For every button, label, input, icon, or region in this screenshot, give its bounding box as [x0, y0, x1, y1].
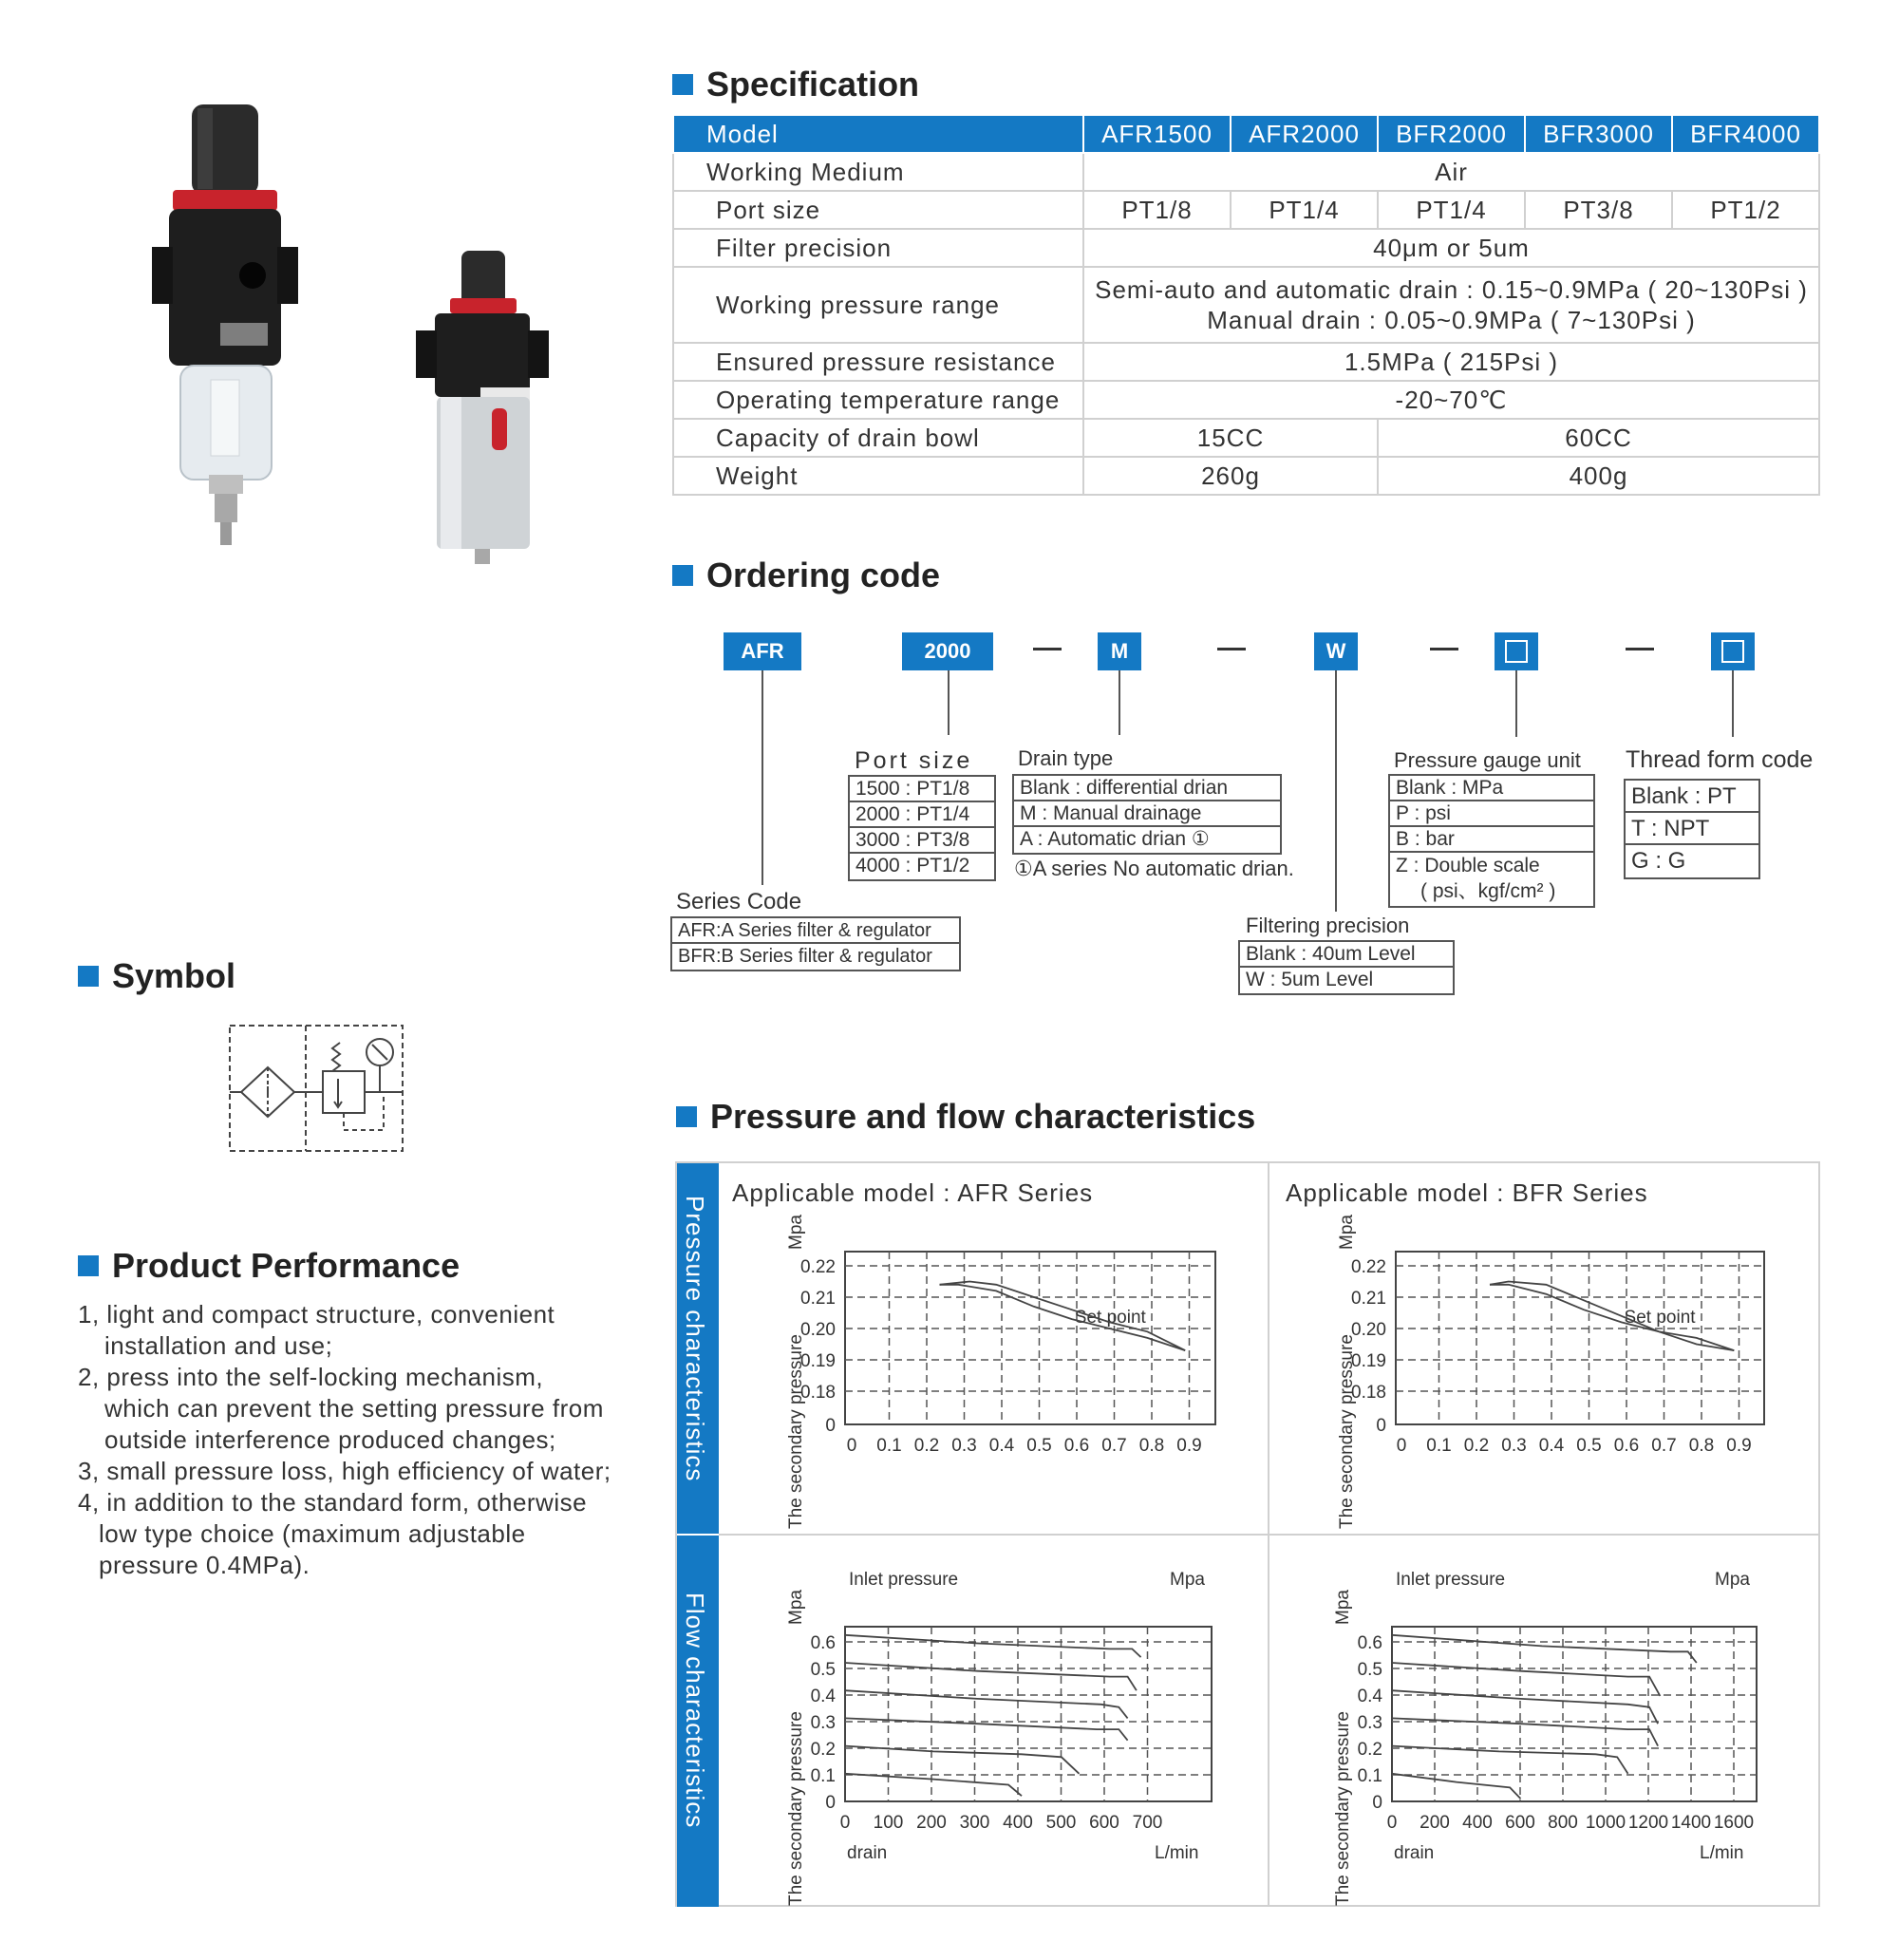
pressure-flow-heading: Pressure and flow characteristics: [676, 1097, 1255, 1137]
x-tick-label: 500: [1045, 1813, 1077, 1833]
y-tick-label: 0.2: [1357, 1740, 1382, 1760]
pressure-line-1: Semi-auto and automatic drain : 0.15~0.9MPa ( 20~130Psi ): [1095, 275, 1808, 304]
x-tick-label: 600: [1089, 1813, 1119, 1833]
code-filter-box: W: [1314, 632, 1358, 670]
x-tick-label: 0: [1386, 1813, 1398, 1833]
setpoint-annotation: Set point: [1074, 1308, 1146, 1328]
cell-value: PT1/8: [1083, 191, 1231, 229]
setpoint-annotation: Set point: [1624, 1308, 1696, 1328]
y-axis-label: The secondary pressure: [786, 1334, 806, 1529]
x-tick-label: 0.3: [951, 1436, 977, 1456]
cell-value: 40μm or 5um: [1083, 229, 1819, 267]
cell-value: 15CC: [1083, 419, 1378, 457]
x-tick-label: 1600: [1713, 1813, 1755, 1833]
x-tick-label: 0: [839, 1813, 851, 1833]
row-label: Capacity of drain bowl: [673, 419, 1083, 457]
x-tick-label: 0.8: [1138, 1436, 1165, 1456]
y-tick-label: 0.6: [1357, 1633, 1382, 1653]
series-line: [940, 1285, 1186, 1350]
x-tick-label: 0.7: [1101, 1436, 1127, 1456]
list-item: 2000 : PT1/4: [850, 802, 994, 828]
series-line: [1392, 1746, 1628, 1774]
model-header: Model: [673, 115, 1083, 153]
row-label: Port size: [673, 191, 1083, 229]
x-axis-label: drain: [847, 1843, 888, 1863]
y-tick-label: 0: [1372, 1793, 1382, 1813]
list-item: outside interference produced changes;: [104, 1425, 556, 1454]
y-tick-label: 0.19: [800, 1351, 836, 1371]
x-unit-label: L/min: [1700, 1843, 1744, 1863]
y-tick-label: 0.4: [1357, 1687, 1382, 1706]
x-tick-label: 0.6: [1613, 1436, 1640, 1456]
series-line: [1392, 1635, 1697, 1663]
list-item: low type choice (maximum adjustable: [99, 1519, 526, 1548]
y-axis-label: The secondary pressure: [786, 1711, 806, 1906]
cell-value: PT1/4: [1231, 191, 1378, 229]
gauge-unit-title: Pressure gauge unit: [1394, 748, 1581, 772]
y-tick-label: 0.20: [800, 1320, 836, 1340]
x-tick-label: 0.7: [1651, 1436, 1677, 1456]
row-label: Weight: [673, 457, 1083, 495]
series-line: [1490, 1282, 1734, 1351]
row-label: Operating temperature range: [673, 381, 1083, 419]
list-item: 3, small pressure loss, high efficiency of water;: [78, 1457, 611, 1485]
x-tick-label: 0.4: [988, 1436, 1015, 1456]
list-item: Blank : differential drian: [1014, 776, 1280, 801]
y-tick-label: 0: [825, 1793, 836, 1813]
symbol-heading: Symbol: [78, 956, 235, 996]
x-tick-label: 1400: [1670, 1813, 1712, 1833]
y-tick-label: 0.2: [810, 1740, 836, 1760]
cell-value: 400g: [1378, 457, 1819, 495]
y-unit-label-right: Mpa: [1715, 1570, 1750, 1590]
x-tick-label: 200: [1420, 1813, 1450, 1833]
gauge-double-sub: ( psi、kgf/cm² ): [1420, 880, 1556, 902]
y-axis-label: The secondary pressure: [1333, 1711, 1353, 1906]
list-item: P : psi: [1390, 801, 1593, 827]
row-label: Working Medium: [673, 153, 1083, 191]
y-tick-label: 0.6: [810, 1633, 836, 1653]
y-tick-label: 0: [1376, 1416, 1386, 1436]
y-axis-label: The secondary pressure: [1337, 1334, 1357, 1529]
y-tick-label: 0.22: [800, 1257, 836, 1277]
series-line: [845, 1635, 1141, 1657]
x-tick-label: 0.8: [1688, 1436, 1715, 1456]
inlet-pressure-label: Inlet pressure: [1396, 1570, 1506, 1590]
y-tick-label: 0.21: [1351, 1289, 1386, 1309]
filtering-precision-title: Filtering precision: [1246, 914, 1410, 937]
plot-frame: [1396, 1252, 1764, 1424]
x-tick-label: 200: [916, 1813, 947, 1833]
row-label: Ensured pressure resistance: [673, 343, 1083, 381]
list-item: 3000 : PT3/8: [850, 828, 994, 854]
x-unit-label: L/min: [1155, 1843, 1199, 1863]
row-label: Filter precision: [673, 229, 1083, 267]
y-tick-label: 0.18: [1351, 1383, 1386, 1403]
cell-value: PT1/2: [1672, 191, 1819, 229]
model-afr1500: AFR1500: [1083, 115, 1231, 153]
list-item: Blank : 40um Level: [1240, 942, 1453, 968]
model-bfr4000: BFR4000: [1672, 115, 1819, 153]
list-item: AFR:A Series filter & regulator: [672, 918, 959, 944]
cell-value: Air: [1083, 153, 1819, 191]
x-tick-label: 0.4: [1538, 1436, 1565, 1456]
y-tick-label: 0.18: [800, 1383, 836, 1403]
list-item: 4, in addition to the standard form, otherwise: [78, 1488, 588, 1517]
y-unit-label: Mpa: [1337, 1215, 1357, 1250]
pressure-line-2: Manual drain : 0.05~0.9MPa ( 7~130Psi ): [1207, 306, 1696, 334]
ordering-heading: Ordering code: [672, 556, 940, 595]
y-tick-label: 0.4: [810, 1687, 836, 1706]
y-tick-label: 0.22: [1351, 1257, 1386, 1277]
series-line: [1490, 1285, 1734, 1350]
list-item: Blank : PT: [1626, 781, 1758, 813]
gauge-double-label: Z : Double scale: [1396, 855, 1540, 876]
x-tick-label: 400: [1462, 1813, 1493, 1833]
chart-title-bfr: Applicable model : BFR Series: [1286, 1178, 1648, 1207]
y-tick-label: 0.5: [1357, 1660, 1382, 1680]
drain-type-title: Drain type: [1018, 746, 1114, 770]
list-item: A : Automatic drian ①: [1020, 828, 1210, 850]
series-line: [1392, 1718, 1658, 1745]
cell-value: 1.5MPa ( 215Psi ): [1083, 343, 1819, 381]
cell-value: -20~70℃: [1083, 381, 1819, 419]
cell-value: 60CC: [1378, 419, 1819, 457]
y-tick-label: 0.21: [800, 1289, 836, 1309]
x-tick-label: 0: [846, 1436, 857, 1456]
list-item: Blank : MPa: [1390, 776, 1593, 801]
model-bfr2000: BFR2000: [1378, 115, 1525, 153]
x-tick-label: 100: [873, 1813, 904, 1833]
sidebar-flow-label: Flow characteristics: [681, 1592, 709, 1829]
y-tick-label: 0.20: [1351, 1320, 1386, 1340]
y-tick-label: 0.5: [810, 1660, 836, 1680]
list-item: BFR:B Series filter & regulator: [678, 946, 932, 967]
row-label: Working pressure range: [673, 267, 1083, 343]
y-unit-label-right: Mpa: [1170, 1570, 1205, 1590]
list-item: 2, press into the self-locking mechanism,: [78, 1363, 544, 1391]
x-tick-label: 0.3: [1501, 1436, 1527, 1456]
x-tick-label: 0: [1396, 1436, 1407, 1456]
y-unit-label: Mpa: [786, 1590, 806, 1625]
list-item: B : bar: [1390, 827, 1593, 853]
list-item: W : 5um Level: [1246, 969, 1374, 990]
drain-note: ①A series No automatic drian.: [1014, 857, 1294, 880]
cell-value: PT3/8: [1525, 191, 1672, 229]
x-tick-label: 400: [1003, 1813, 1033, 1833]
series-line: [845, 1774, 1022, 1796]
x-tick-label: 0.2: [913, 1436, 940, 1456]
inlet-pressure-label: Inlet pressure: [849, 1570, 959, 1590]
x-tick-label: 0.5: [1026, 1436, 1052, 1456]
model-bfr3000: BFR3000: [1525, 115, 1672, 153]
y-unit-label: Mpa: [786, 1215, 806, 1250]
list-item: 1, light and compact structure, convenient: [78, 1300, 555, 1329]
list-item: pressure 0.4MPa).: [99, 1551, 310, 1579]
series-code-title: Series Code: [676, 889, 802, 914]
port-size-title: Port size: [855, 747, 973, 774]
x-tick-label: 600: [1505, 1813, 1535, 1833]
y-unit-label: Mpa: [1333, 1590, 1353, 1625]
y-tick-label: 0: [825, 1416, 836, 1436]
code-port-box: 2000: [902, 632, 993, 670]
model-afr2000: AFR2000: [1231, 115, 1378, 153]
x-tick-label: 0.9: [1176, 1436, 1202, 1456]
x-tick-label: 0.5: [1576, 1436, 1602, 1456]
y-tick-label: 0.1: [810, 1766, 836, 1786]
x-tick-label: 0.1: [876, 1436, 902, 1456]
list-item: installation and use;: [104, 1331, 333, 1360]
series-line: [1392, 1774, 1521, 1799]
sidebar-pressure-label: Pressure characteristics: [681, 1196, 709, 1482]
list-item: 1500 : PT1/8: [850, 777, 994, 802]
x-tick-label: 0.9: [1726, 1436, 1752, 1456]
list-item: G : G: [1631, 848, 1686, 874]
x-axis-label: drain: [1394, 1843, 1435, 1863]
x-tick-label: 0.1: [1426, 1436, 1452, 1456]
x-tick-label: 0.6: [1063, 1436, 1090, 1456]
y-tick-label: 0.1: [1357, 1766, 1382, 1786]
list-item: which can prevent the setting pressure from: [104, 1394, 604, 1423]
x-tick-label: 300: [959, 1813, 990, 1833]
code-drain-box: M: [1098, 632, 1141, 670]
chart-title-afr: Applicable model : AFR Series: [732, 1178, 1094, 1207]
y-tick-label: 0.19: [1351, 1351, 1386, 1371]
series-line: [845, 1746, 1080, 1774]
performance-heading: Product Performance: [78, 1246, 460, 1286]
cell-value: 260g: [1083, 457, 1378, 495]
specification-heading: Specification: [672, 65, 919, 104]
list-item: T : NPT: [1626, 813, 1758, 845]
cell-value: PT1/4: [1378, 191, 1525, 229]
x-tick-label: 0.2: [1463, 1436, 1490, 1456]
list-item: M : Manual drainage: [1014, 801, 1280, 827]
x-tick-label: 700: [1132, 1813, 1163, 1833]
thread-form-title: Thread form code: [1626, 746, 1814, 773]
x-tick-label: 800: [1548, 1813, 1578, 1833]
list-item: 4000 : PT1/2: [855, 855, 970, 876]
x-tick-label: 1200: [1627, 1813, 1669, 1833]
x-tick-label: 1000: [1585, 1813, 1626, 1833]
y-tick-label: 0.3: [1357, 1713, 1382, 1733]
y-tick-label: 0.3: [810, 1713, 836, 1733]
code-series-box: AFR: [724, 632, 801, 670]
